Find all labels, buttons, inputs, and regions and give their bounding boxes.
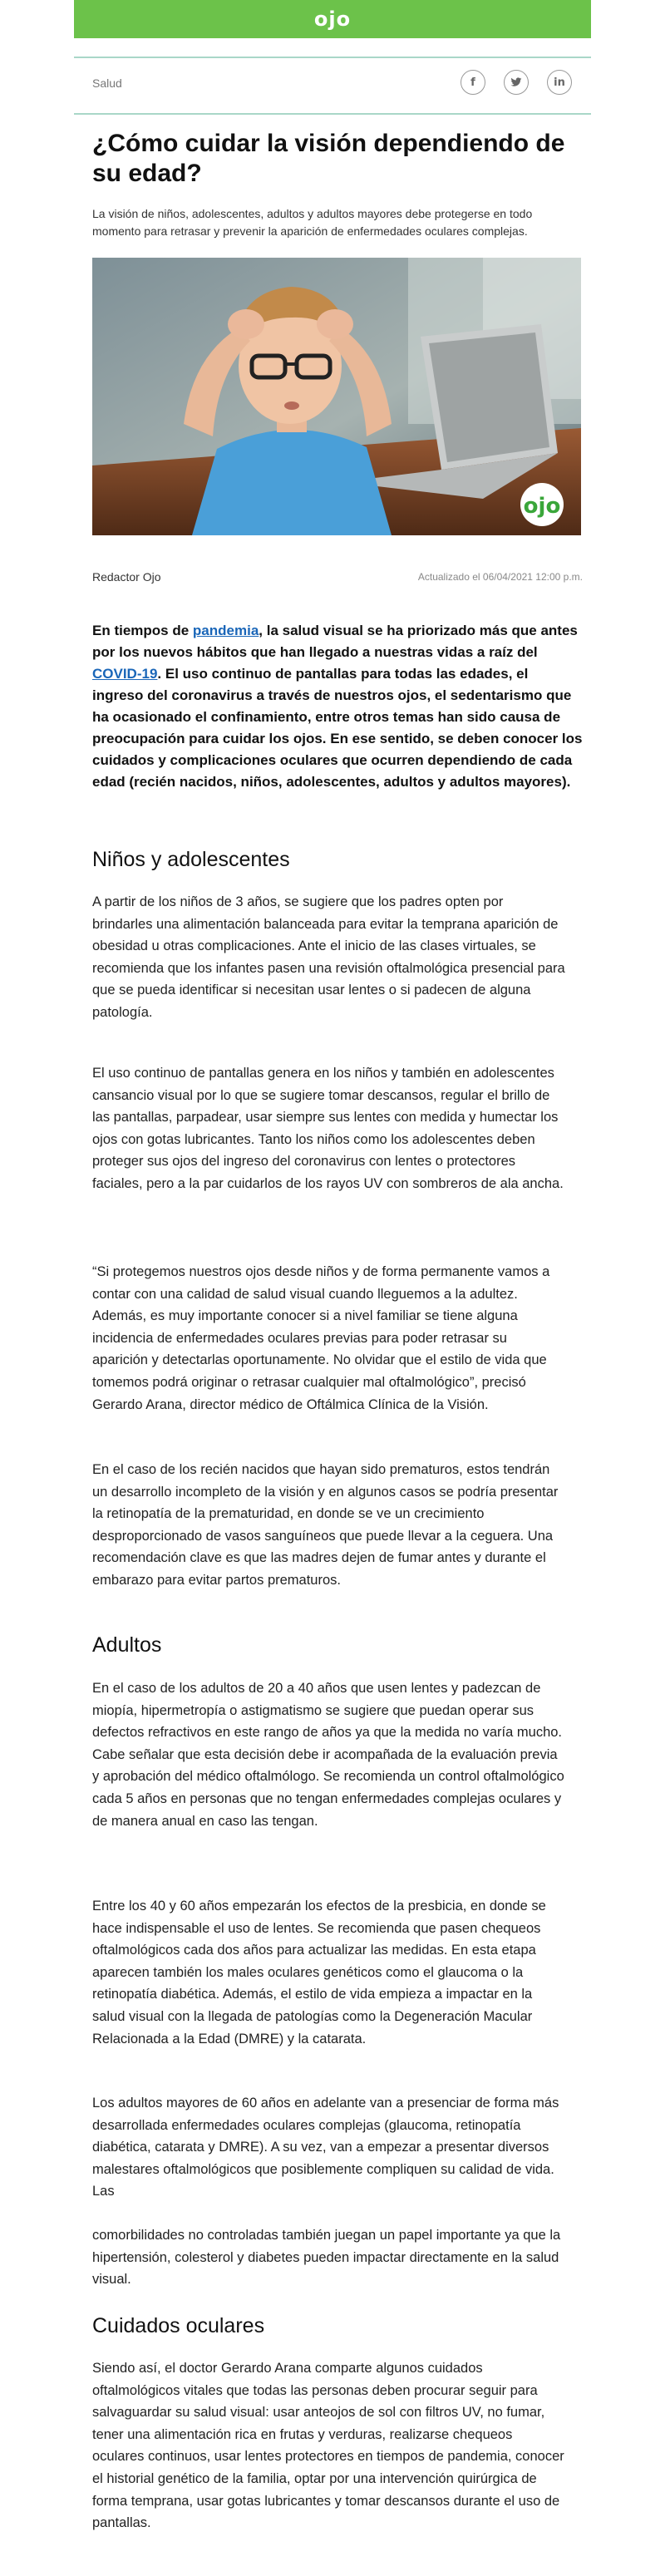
- twitter-share-icon[interactable]: [504, 70, 529, 95]
- site-logo[interactable]: ojo: [313, 7, 352, 31]
- facebook-share-icon[interactable]: [461, 70, 485, 95]
- article-updated-date: Actualizado el 06/04/2021 12:00 p.m.: [417, 571, 583, 583]
- article-headline: ¿Cómo cuidar la visión dependiendo de su edad?: [92, 130, 565, 187]
- link-pandemia[interactable]: pandemia: [192, 623, 259, 638]
- heading-ninos-adolescentes: Niños y adolescentes: [92, 848, 290, 871]
- linkedin-glyph: in: [554, 76, 565, 89]
- heading-cuidados-oculares: Cuidados oculares: [92, 2314, 265, 2337]
- body-paragraph: “Si protegemos nuestros ojos desde niños y de forma permanente vamos a contar con una calidad de salud visual cuando lleguemos a la adultez. Además, es muy importante conocer si a nivel familiar se tiene alguna incidencia de enfermedades oculares previas para poder retrasar su aparición y detectarlas oportunamente. No olvidar que el estilo de vida que tomemos podrá originar o retrasar cualquier mal oftalmológico”, precisó Gerardo Arana, director médico de Oftálmica Clínica de la Visión.: [92, 1264, 550, 1412]
- twitter-bird-icon: [510, 77, 522, 87]
- body-paragraph: comorbilidades no controladas también juegan un papel importante ya que la hipertensión, colesterol y diabetes pueden impactar directamente en la salud visual.: [92, 2228, 561, 2288]
- body-paragraph: Los adultos mayores de 60 años en adelante van a presenciar de forma más desarrollada enfermedades oculares complejas (glaucoma, retinopatía diabética, catarata y DMRE). A su vez, van a empezar a presentar diversos malestares oftalmológicos que posiblemente compliquen su calidad de vida. Las: [92, 2096, 559, 2199]
- body-paragraph: Siendo así, el doctor Gerardo Arana comparte algunos cuidados oftalmológicos vitales que todas las personas deben procurar seguir para salvaguardar su salud visual: usar anteojos de sol con filtros UV, no fumar, tener una alimentación rica en frutas y verduras, realizarse chequeos oculares continuos, usar lentes protectores en tiempos de pandemia, conocer el historial genético de la familia, optar por una intervención quirúrgica de forma temprana, usar gotas lubricantes y tomar descansos durante el uso de pantallas.: [92, 2361, 564, 2531]
- article-meta: [92, 570, 583, 587]
- lead-text-2: , la salud visual se ha priorizado más que antes por los nuevos hábitos que han llegado a nuestras vidas a raíz del: [92, 623, 578, 660]
- article-author: Redactor Ojo: [92, 570, 161, 584]
- hero-illustration: [92, 258, 581, 535]
- article-subtitle: La visión de niños, adolescentes, adultos y adultos mayores debe protegerse en todo momento para retrasar y prevenir la aparición de enfermedades oculares complejas.: [92, 207, 533, 238]
- lead-text-1: En tiempos de: [92, 623, 193, 638]
- linkedin-share-icon[interactable]: [547, 70, 572, 95]
- section-label[interactable]: Salud: [92, 76, 122, 90]
- heading-adultos: Adultos: [92, 1633, 162, 1657]
- lead-text-3: . El uso continuo de pantallas para todas las edades, el ingreso del coronavirus a través de nuestros ojos, el sedentarismo que ha ocasionado el confinamiento, entre otros temas han sido causa de preocupación para cuidar los ojos. En ese sentido, se deben conocer los cuidados y complicaciones oculares que ocurren dependiendo de cada edad (recién nacidos, niños, adolescentes, adultos y adultos mayores).: [92, 666, 583, 790]
- site-header: [74, 0, 591, 38]
- link-covid-19[interactable]: COVID-19: [92, 666, 158, 682]
- body-paragraph: Entre los 40 y 60 años empezarán los efectos de la presbicia, en donde se hace indispensable el uso de lentes. Se recomienda que pasen chequeos oftalmológicos cada dos años para actualizar las medidas. En esta etapa aparecen también los males oculares genéticos como el glaucoma o la retinopatía diabética. Además, el estilo de vida empieza a impactar en la salud visual con la llegada de patologías como la Degeneración Macular Relacionada a la Edad (DMRE) y la catarata.: [92, 1899, 546, 2047]
- facebook-glyph: f: [470, 76, 475, 89]
- hero-image: [92, 258, 581, 535]
- section-divider: [74, 113, 591, 115]
- body-paragraph: En el caso de los adultos de 20 a 40 años que usen lentes y padezcan de miopía, hipermetropía o astigmatismo se sugiere que puedan operar sus defectos refractivos en este rango de años ya que la medida no varía mucho. Cabe señalar que esta decisión debe ir acompañada de la evaluación previa y aprobación del médico oftalmólogo. Se recomienda un control oftalmológico cada 5 años en personas que no tengan enfermedades complejas oculares y de manera anual en caso las tengan.: [92, 1681, 564, 1829]
- ojo-watermark-logo: [513, 481, 571, 527]
- svg-text:ojo: ojo: [523, 494, 561, 519]
- body-paragraph: En el caso de los recién nacidos que hayan sido prematuros, estos tendrán un desarrollo incompleto de la visión y en algunos casos se podría presentar la retinopatía de la prematuridad, en donde se ve un crecimiento desproporcionado de vasos sanguíneos que puede llevar a la ceguera. Una recomendación clave es que las madres dejen de fumar antes y durante el embarazo para evitar partos prematuros.: [92, 1462, 559, 1588]
- article-lead: [92, 620, 583, 793]
- section-share-row: [74, 58, 591, 111]
- body-paragraph: A partir de los niños de 3 años, se sugiere que los padres opten por brindarles una alimentación balanceada para evitar la temprana aparición de obesidad u otras complicaciones. Ante el inicio de las clases virtuales, se recomienda que los infantes pasen una revisión oftalmológica presencial para que se pueda identificar si necesitan usar lentes o si padecen de alguna patología.: [92, 894, 565, 1020]
- body-paragraph: El uso continuo de pantallas genera en los niños y también en adolescentes cansancio visual por lo que se sugiere tomar descansos, regular el brillo de las pantallas, parpadear, usar siempre sus lentes con medida y humectar los ojos con gotas lubricantes. Tanto los niños como los adolescentes deben proteger sus ojos del ingreso del coronavirus con lentes o protectores faciales, pero a la par cuidarlos de los rayos UV con sombreros de ala ancha.: [92, 1066, 564, 1191]
